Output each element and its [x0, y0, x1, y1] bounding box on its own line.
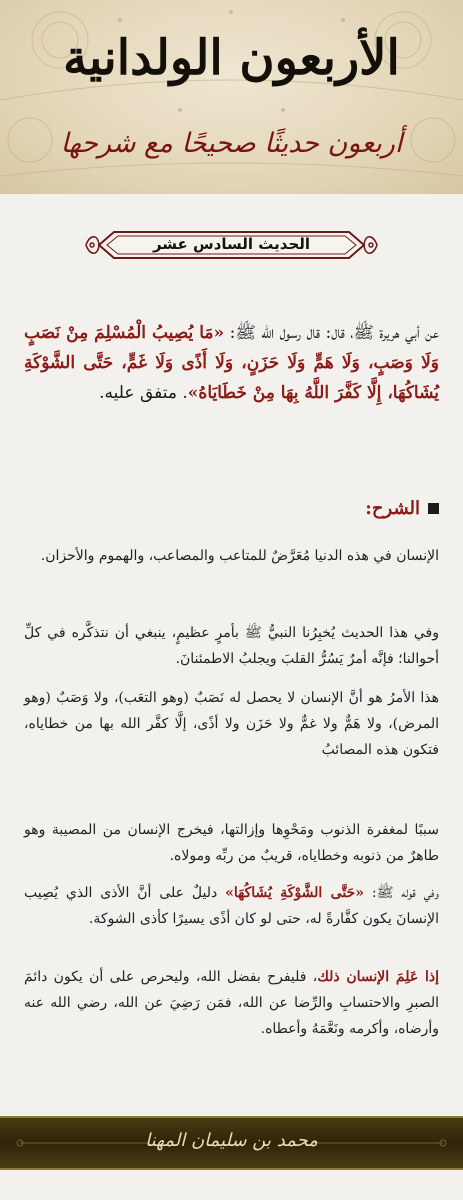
p5-prefix: وفي قوله ﷺ: — [363, 885, 439, 901]
sharh-paragraph-1: الإنسان في هذه الدنيا مُعَرَّضٌ للمتاعب والمصاعب، والهموم والأحزان. — [40, 548, 439, 564]
hadith-text — [24, 318, 439, 408]
sharh-heading-label: الشرح: — [365, 498, 420, 519]
author-name: محمد بن سليمان المهنا — [145, 1130, 318, 1151]
sharh-paragraph-6 — [24, 964, 439, 1042]
sharh-paragraph-4: سببًا لمغفرة الذنوب ومَحْوِها وإزالتها، فيخرج الإنسان من المصيبة وهو طاهرٌ من ذنوبه وخطاياه، قريبٌ من ربِّه ومولاه. — [24, 822, 439, 864]
hadith-source: . متفق عليه. — [99, 383, 188, 403]
sharh-paragraph-3: هذا الأمرُ هو أنَّ الإنسان لا يحصل له نَصَبٌ (وهو التعَب)، ولا وَصَبٌ (وهو المرض)، ولا هَمٌّ ولا غمٌّ ولا حَزَن ولا أذًى، إلَّا كفَّر الله بها من خطاياه، فتكون هذه المصائبُ — [24, 690, 439, 758]
p6-rest: ، فليفرح بفضل الله، وليحرص على أن يكون دائمَ الصبرِ والاحتسابِ والرِّضا عن الله، فمَن رَضِيَ عن الله، رضي الله عنه وأرضاه، وأكرمه ونَعَّمَهُ وأعطاه. — [24, 969, 439, 1037]
hadith-intro: عن أبي هريرة ﷺ، قال: قال رسول الله ﷺ: — [224, 323, 439, 343]
sharh-paragraph-2: وفي هذا الحديث يُخبِرُنا النبيُّ ﷺ بأمرٍ عظيمٍ، ينبغي أن نتذكَّره في كلِّ أحوالنا؛ فإنَّه أمرٌ يَسُرُّ القلبَ ويجلبُ الاطمئنانَ. — [24, 625, 439, 667]
sharh-paragraph-5 — [24, 880, 439, 932]
hadith-quote: «مَا يُصِيبُ الْمُسْلِمَ مِنْ نَصَبٍ وَلَا وَصَبٍ، وَلَا هَمٍّ وَلَا حَزَنٍ، وَلَا أَذًى وَلَا غَمٍّ، حَتَّى الشَّوْكَةِ يُشَاكُهَا، إِلَّا كَفَّرَ اللَّهُ بِهَا مِنْ خَطَايَاهُ» — [24, 323, 439, 403]
hadith-number-banner — [84, 226, 379, 264]
p5-quote: «حَتَّى الشَّوْكَةِ يُشَاكُهَا» — [225, 885, 364, 901]
p6-highlight: إذا عَلِمَ الإنسان ذلك — [317, 969, 439, 985]
sharh-heading — [365, 498, 439, 519]
footer-bar — [0, 1116, 463, 1170]
book-subtitle: أربعون حديثًا صحيحًا مع شرحها — [60, 128, 403, 159]
square-bullet-icon — [428, 503, 439, 514]
p5-rest: دليلٌ على أنَّ الأذى الذي يُصِيب الإنسانَ يكون كفَّارةً له، حتى لو كان أذًى يسيرًا كأذى الشوكة. — [24, 885, 439, 927]
book-title: الأربعون الولدانية — [63, 30, 400, 86]
header-banner — [0, 0, 463, 194]
hadith-number-label: الحديث السادس عشر — [152, 235, 311, 253]
